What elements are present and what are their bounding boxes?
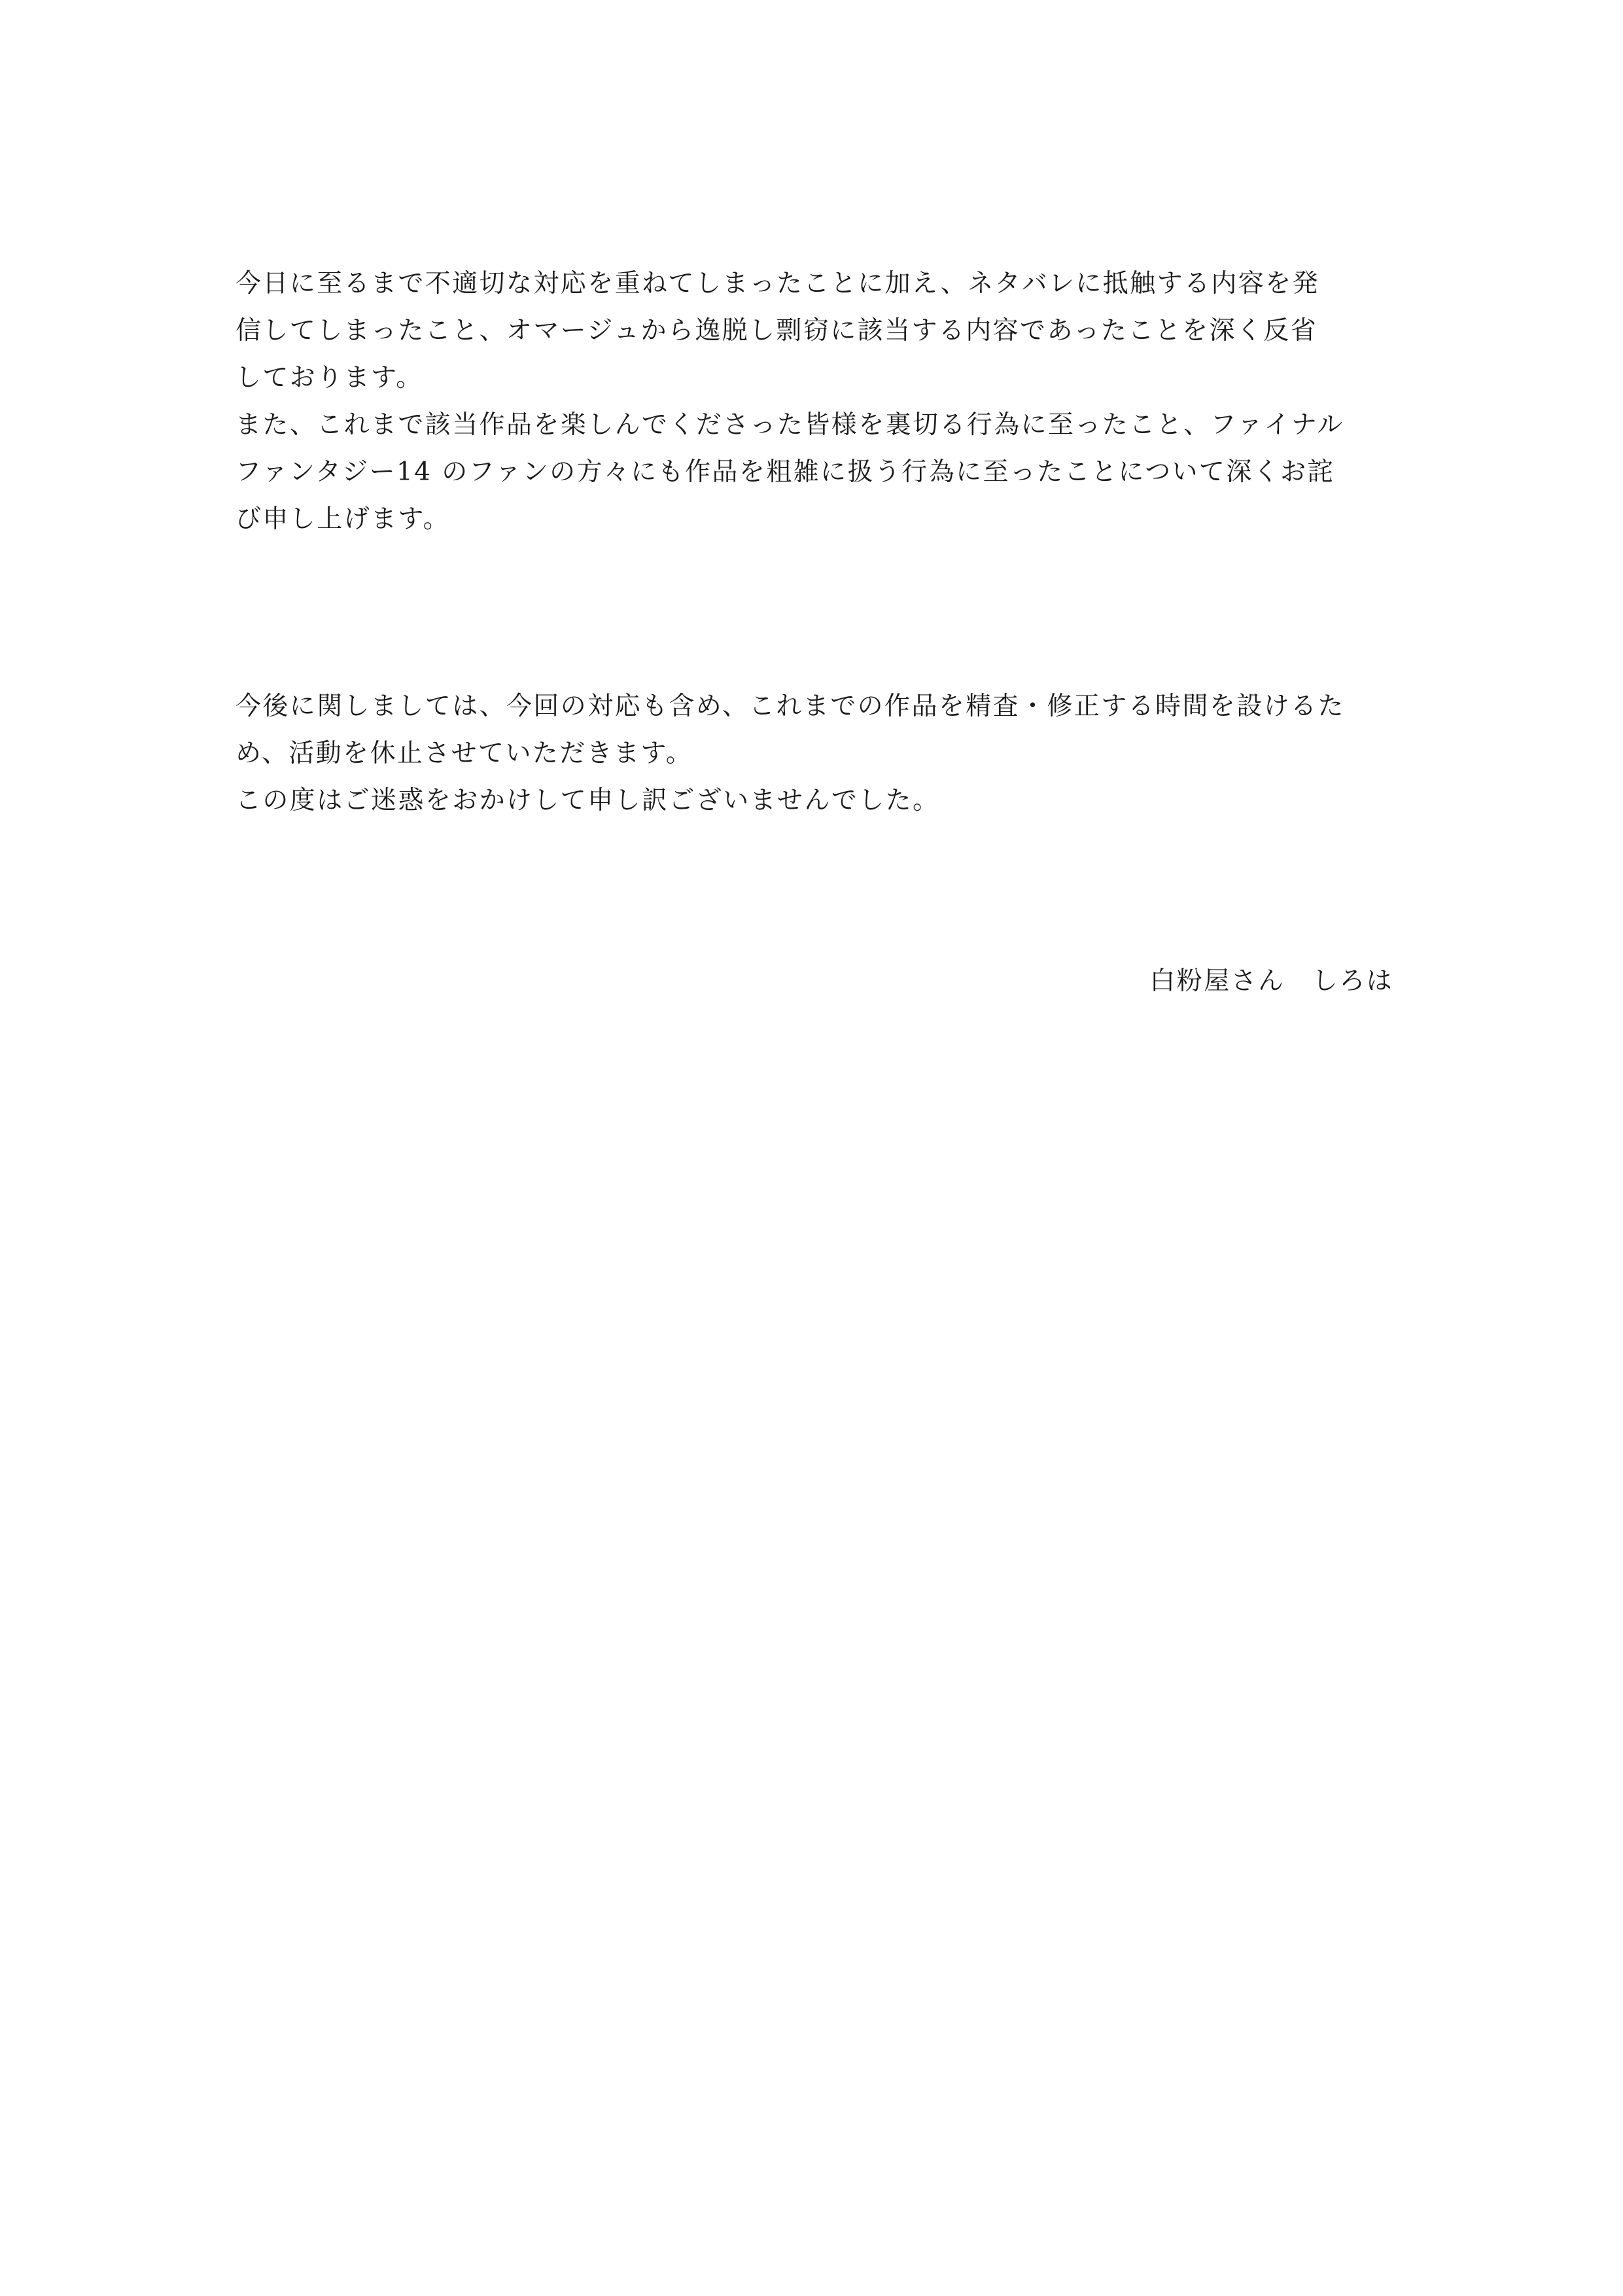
text-line: め、活動を休止させていただきます。 [236,739,693,768]
text-line: び申し上げます。 [236,504,451,534]
signature: 白粉屋さん しろは [1149,966,1393,996]
paragraph-hiatus [236,683,1393,824]
text-line: また、これまで該当作品を楽しんでくださった皆様を裏切る行為に至ったこと、ファイナル [236,410,1344,440]
text-line: しております。 [236,363,423,393]
text-line: この度はご迷惑をおかけして申し訳ございませんでした。 [236,786,940,815]
apology-body [236,260,1393,824]
text-line: 信してしまったこと、オマージュから逸脱し剽窃に該当する内容であったことを深く反省 [236,316,1318,345]
paragraph-spacer [236,543,1393,683]
text-line: 今後に関しましては、今回の対応も含め、これまでの作品を精査・修正する時間を設けるた [236,692,1345,721]
paragraph-apology [236,260,1393,543]
text-line: ファンタジー14 のファンの方々にも作品を粗雑に扱う行為に至ったことについて深くお詫 [236,457,1335,487]
text-line: 今日に至るまで不適切な対応を重ねてしまったことに加え、ネタバレに抵触する内容を発 [236,269,1319,298]
